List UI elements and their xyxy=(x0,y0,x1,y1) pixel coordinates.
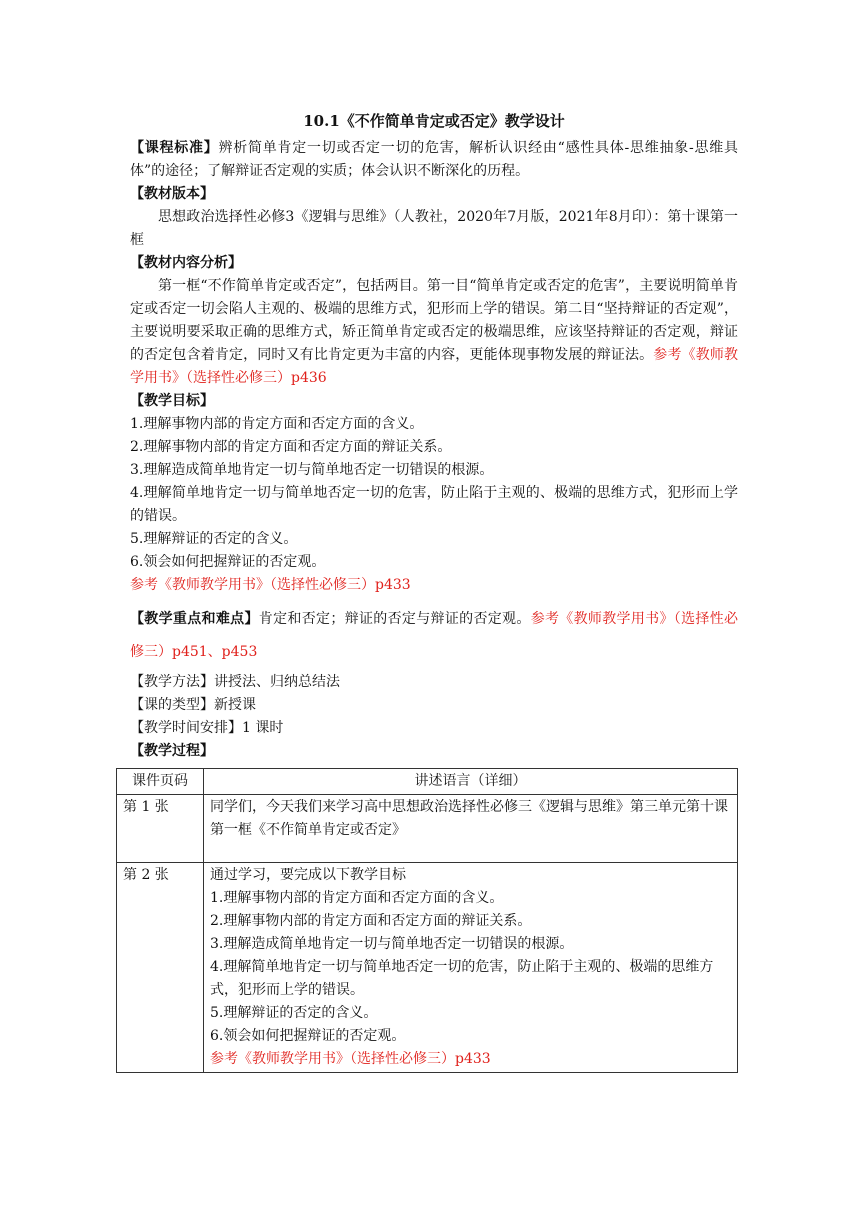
section-standard xyxy=(130,137,738,183)
section-text: 讲授法、归纳总结法 xyxy=(214,674,340,690)
section-key-points xyxy=(130,603,738,669)
goal-item: 5.理解辩证的否定的含义。 xyxy=(130,531,298,547)
document-body xyxy=(130,110,738,763)
speech-line: 通过学习，要完成以下教学目标 xyxy=(210,867,406,883)
analysis-body: 第一框“不作简单肯定或否定”，包括两目。第一目“简单肯定或否定的危害”，主要说明简单肯定或否定一切会陷人主观的、极端的思维方式，犯形而上学的错误。第二目“坚持辩证的否定观”，主要说明要采取正确的思维方式，矫正简单肯定或否定的极端思维，应该坚持辩证的否定观，辩证的否定包含着肯定，同时又有比肯定更为丰富的内容，更能体现事物发展的辩证法。 xyxy=(130,278,738,363)
goal-item: 2.理解事物内部的肯定方面和否定方面的辩证关系。 xyxy=(130,439,452,455)
reference-note: 参考《教师教学用书》（选择性必修三）p433 xyxy=(130,577,411,593)
process-table xyxy=(116,768,738,1073)
section-label: 【教学方法】 xyxy=(130,674,214,690)
section-time xyxy=(130,717,738,740)
goal-item: 1.理解事物内部的肯定方面和否定方面的含义。 xyxy=(130,416,424,432)
table-header-page: 课件页码 xyxy=(117,769,204,795)
goal-item: 3.理解造成简单地肯定一切与简单地否定一切错误的根源。 xyxy=(130,462,494,478)
section-text: 肯定和否定；辩证的否定与辩证的否定观。 xyxy=(258,611,531,627)
document-title: 10.1《不作简单肯定或否定》教学设计 xyxy=(303,112,565,130)
section-analysis-label: 【教材内容分析】 xyxy=(130,255,242,271)
table-cell-speech xyxy=(204,795,738,863)
section-method xyxy=(130,671,738,694)
reference-note: 参考《教师教学用书》（选择性必修三）p436 xyxy=(130,347,739,386)
speech-line: 4.理解简单地肯定一切与简单地否定一切的危害，防止陷于主观的、极端的思维方式，犯形而上学的错误。 xyxy=(210,959,714,998)
table-row xyxy=(117,795,738,863)
table-cell-page: 第 1 张 xyxy=(117,795,204,863)
table-cell-page: 第 2 张 xyxy=(117,863,204,1073)
table-cell-speech xyxy=(204,863,738,1073)
section-process-label: 【教学过程】 xyxy=(130,743,214,759)
section-text: 辨析简单肯定一切或否定一切的危害，解析认识经由“感性具体-思维抽象-思维具体”的途径；了解辩证否定观的实质；体会认识不断深化的历程。 xyxy=(130,140,738,179)
section-label: 【课程标准】 xyxy=(130,140,219,156)
section-label: 【教学时间安排】 xyxy=(130,720,242,736)
section-text: 1 课时 xyxy=(242,720,284,736)
table-header-row xyxy=(117,769,738,795)
speech-line: 3.理解造成简单地肯定一切与简单地否定一切错误的根源。 xyxy=(210,936,574,952)
section-analysis-text xyxy=(130,275,738,390)
goal-item: 6.领会如何把握辩证的否定观。 xyxy=(130,554,326,570)
section-text: 新授课 xyxy=(214,697,256,713)
section-lesson-type xyxy=(130,694,738,717)
section-edition-label: 【教材版本】 xyxy=(130,186,214,202)
section-goals-label: 【教学目标】 xyxy=(130,393,214,409)
table-row xyxy=(117,863,738,1073)
speech-line: 1.理解事物内部的肯定方面和否定方面的含义。 xyxy=(210,890,504,906)
table-header-speech: 讲述语言（详细） xyxy=(204,769,738,795)
reference-note: 参考《教师教学用书》（选择性必修三）p451、p453 xyxy=(130,611,739,660)
section-edition-text: 思想政治选择性必修3《逻辑与思维》（人教社，2020年7月版，2021年8月印）：第十课第一框 xyxy=(130,209,738,248)
speech-line: 同学们，今天我们来学习高中思想政治选择性必修三《逻辑与思维》第三单元第十课第一框《不作简单肯定或否定》 xyxy=(210,799,728,838)
goals-list xyxy=(130,413,738,574)
goal-item: 4.理解简单地肯定一切与简单地否定一切的危害，防止陷于主观的、极端的思维方式，犯形而上学的错误。 xyxy=(130,485,738,524)
speech-line: 2.理解事物内部的肯定方面和否定方面的辩证关系。 xyxy=(210,913,532,929)
speech-line: 5.理解辩证的否定的含义。 xyxy=(210,1005,378,1021)
section-label: 【课的类型】 xyxy=(130,697,214,713)
reference-note: 参考《教师教学用书》（选择性必修三）p433 xyxy=(210,1051,491,1067)
speech-line: 6.领会如何把握辩证的否定观。 xyxy=(210,1028,406,1044)
section-label: 【教学重点和难点】 xyxy=(130,611,259,627)
